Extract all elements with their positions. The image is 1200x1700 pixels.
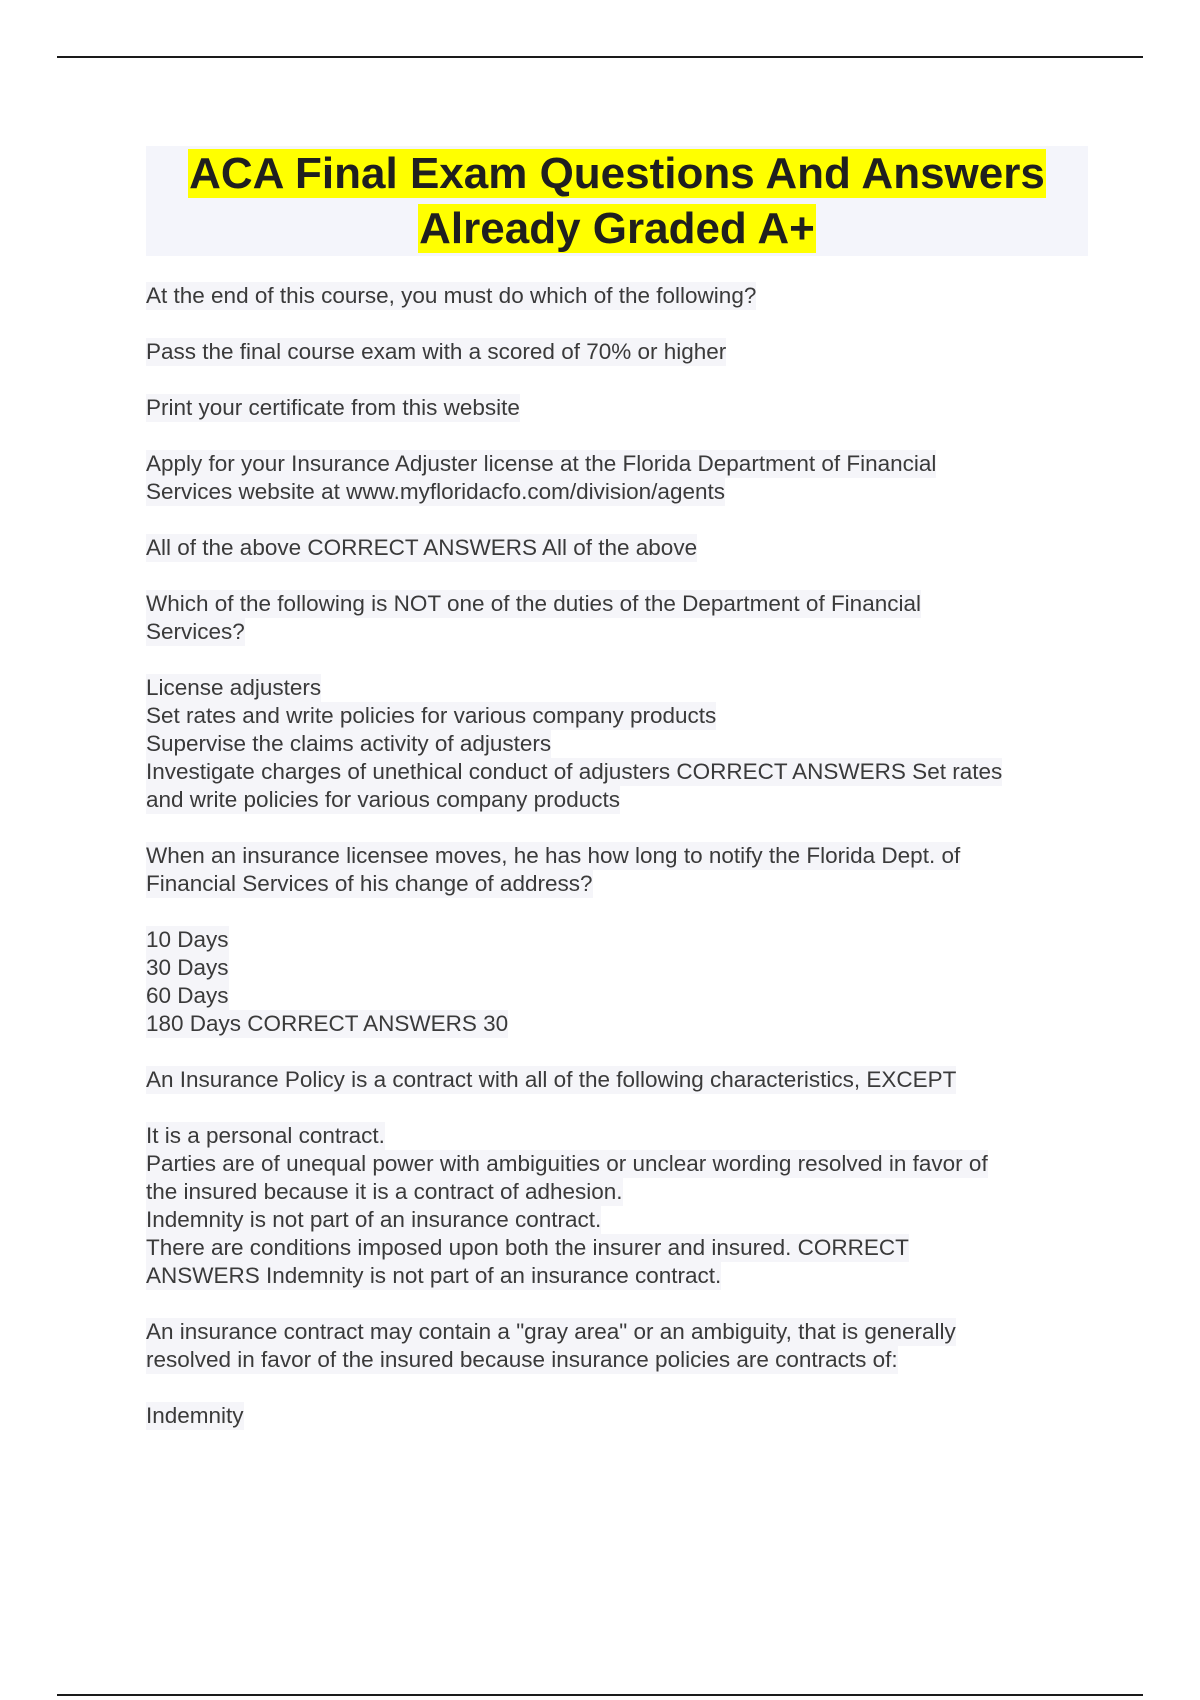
paragraph-line: Set rates and write policies for various company products	[146, 703, 717, 728]
paragraph-line: Pass the final course exam with a scored of 70% or higher	[146, 339, 727, 364]
document-body	[146, 282, 1088, 1458]
paragraph-line: and write policies for various company products	[146, 787, 620, 812]
paragraph	[146, 534, 1088, 562]
paragraph	[146, 282, 1088, 310]
paragraph-line: Print your certificate from this website	[146, 395, 520, 420]
document-title	[146, 146, 1088, 256]
paragraph	[146, 926, 1088, 1038]
paragraph-line: Indemnity	[146, 1403, 244, 1428]
paragraph	[146, 450, 1088, 506]
paragraph-line: Parties are of unequal power with ambiguities or unclear wording resolved in favor of	[146, 1151, 988, 1176]
title-line-1	[146, 146, 1088, 201]
bottom-rule	[57, 1694, 1143, 1696]
paragraph	[146, 338, 1088, 366]
paragraph	[146, 590, 1088, 646]
paragraph-line: Financial Services of his change of address?	[146, 871, 593, 896]
paragraph-line: At the end of this course, you must do which of the following?	[146, 283, 757, 308]
paragraph-line: Which of the following is NOT one of the duties of the Department of Financial	[146, 591, 921, 616]
paragraph-line: An Insurance Policy is a contract with all of the following characteristics, EXCEPT	[146, 1067, 957, 1092]
paragraph-line: the insured because it is a contract of adhesion.	[146, 1179, 623, 1204]
paragraph	[146, 1066, 1088, 1094]
paragraph-line: All of the above CORRECT ANSWERS All of the above	[146, 535, 698, 560]
paragraph	[146, 394, 1088, 422]
paragraph-line: Indemnity is not part of an insurance contract.	[146, 1207, 602, 1232]
paragraph-line: Apply for your Insurance Adjuster license at the Florida Department of Financial	[146, 451, 937, 476]
title-line-1-text: ACA Final Exam Questions And Answers	[189, 149, 1045, 198]
paragraph-line: An insurance contract may contain a "gray area" or an ambiguity, that is generally	[146, 1319, 956, 1344]
paragraph-line: License adjusters	[146, 675, 322, 700]
paragraph-line: When an insurance licensee moves, he has how long to notify the Florida Dept. of	[146, 843, 961, 868]
paragraph-line: There are conditions imposed upon both the insurer and insured. CORRECT	[146, 1235, 909, 1260]
paragraph-line: resolved in favor of the insured because insurance policies are contracts of:	[146, 1347, 898, 1372]
paragraph-line: It is a personal contract.	[146, 1123, 385, 1148]
paragraph-line: 10 Days	[146, 927, 229, 952]
paragraph-line: ANSWERS Indemnity is not part of an insurance contract.	[146, 1263, 722, 1288]
paragraph	[146, 842, 1088, 898]
title-line-2	[146, 201, 1088, 256]
paragraph-line: Investigate charges of unethical conduct of adjusters CORRECT ANSWERS Set rates	[146, 759, 1003, 784]
top-rule	[57, 56, 1143, 58]
paragraph-line: 180 Days CORRECT ANSWERS 30	[146, 1011, 509, 1036]
paragraph-line: Services?	[146, 619, 245, 644]
paragraph	[146, 1318, 1088, 1374]
paragraph	[146, 674, 1088, 814]
title-line-2-text: Already Graded A+	[419, 204, 815, 253]
paragraph	[146, 1402, 1088, 1430]
paragraph-line: Supervise the claims activity of adjusters	[146, 731, 552, 756]
paragraph-line: Services website at www.myfloridacfo.com/division/agents	[146, 479, 725, 504]
paragraph-line: 30 Days	[146, 955, 229, 980]
paragraph-line: 60 Days	[146, 983, 229, 1008]
paragraph	[146, 1122, 1088, 1290]
